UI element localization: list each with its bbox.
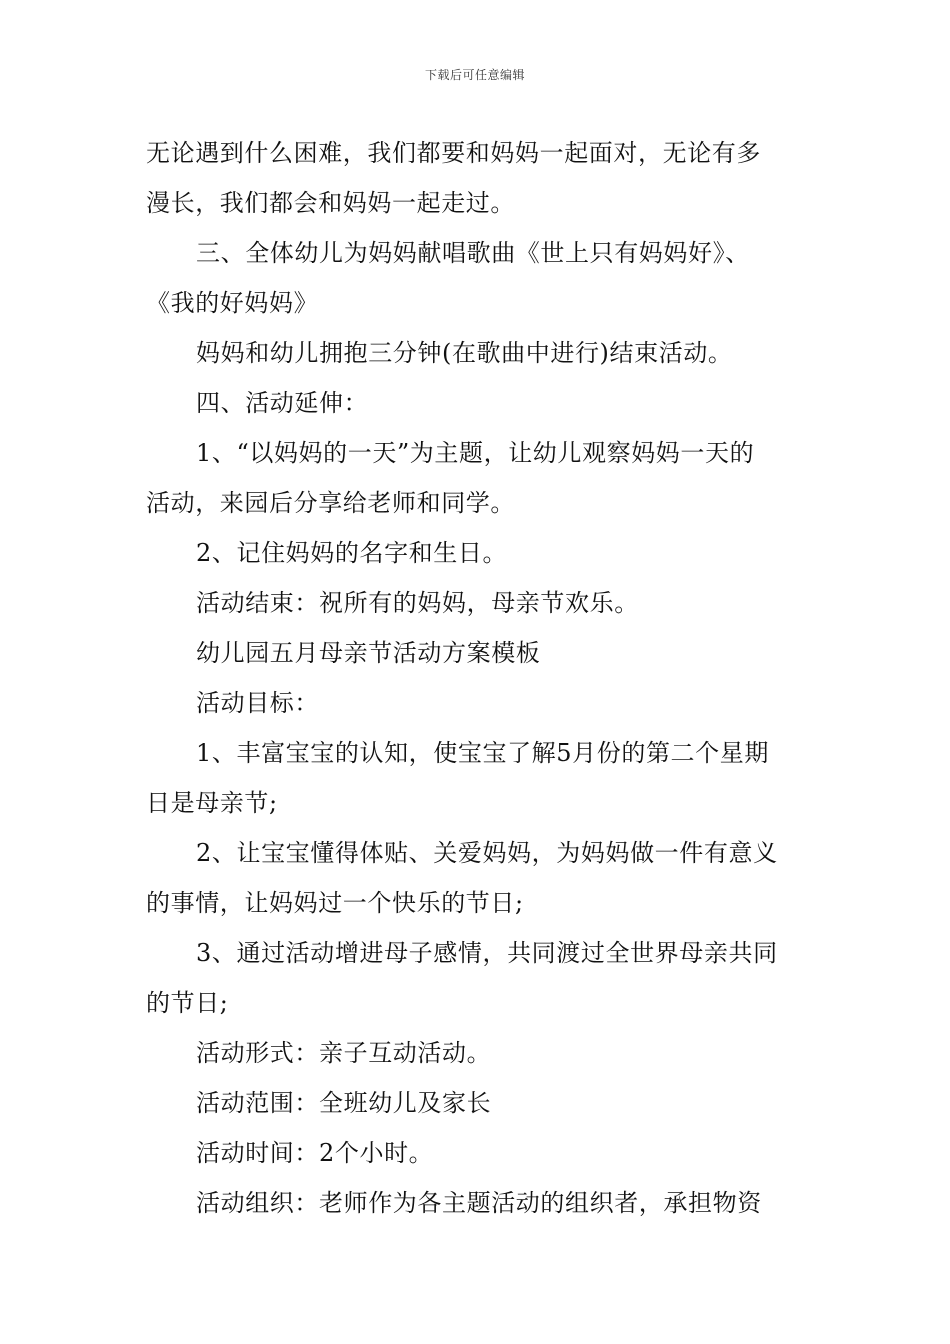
list-item: 1、“以妈妈的一天”为主题，让幼儿观察妈妈一天的 <box>196 439 755 467</box>
paragraph-line: 妈妈和幼儿拥抱三分钟(在歌曲中进行)结束活动。 <box>196 339 733 367</box>
paragraph-line: 《我的好妈妈》 <box>146 289 319 317</box>
list-item: 1、丰富宝宝的认知，使宝宝了解5月份的第二个星期 <box>196 739 769 767</box>
paragraph-line: 活动范围：全班幼儿及家长 <box>196 1089 492 1117</box>
section-heading: 四、活动延伸： <box>196 389 369 417</box>
list-item: 2、让宝宝懂得体贴、关爱妈妈，为妈妈做一件有意义 <box>196 839 778 867</box>
header-note: 下载后可任意编辑 <box>424 68 525 82</box>
paragraph-line: 活动时间：2个小时。 <box>196 1139 434 1167</box>
paragraph-line: 活动，来园后分享给老师和同学。 <box>146 489 515 517</box>
paragraph-line: 日是母亲节; <box>146 789 278 817</box>
document-body <box>146 128 810 1228</box>
paragraph-line: 活动结束：祝所有的妈妈，母亲节欢乐。 <box>196 589 639 617</box>
paragraph-line: 的节日; <box>146 989 229 1017</box>
document-title: 幼儿园五月母亲节活动方案模板 <box>196 639 541 667</box>
list-item: 2、记住妈妈的名字和生日。 <box>196 539 508 567</box>
paragraph-line: 无论遇到什么困难，我们都要和妈妈一起面对，无论有多 <box>146 139 761 167</box>
paragraph-line: 漫长，我们都会和妈妈一起走过。 <box>146 189 515 217</box>
paragraph-line: 活动形式：亲子互动活动。 <box>196 1039 492 1067</box>
paragraph-line: 的事情，让妈妈过一个快乐的节日; <box>146 889 524 917</box>
section-heading: 三、全体幼儿为妈妈献唱歌曲《世上只有妈妈好》、 <box>196 239 750 267</box>
paragraph-line: 活动组织：老师作为各主题活动的组织者，承担物资 <box>196 1189 762 1217</box>
section-heading: 活动目标： <box>196 689 319 717</box>
list-item: 3、通过活动增进母子感情，共同渡过全世界母亲共同 <box>196 939 778 967</box>
